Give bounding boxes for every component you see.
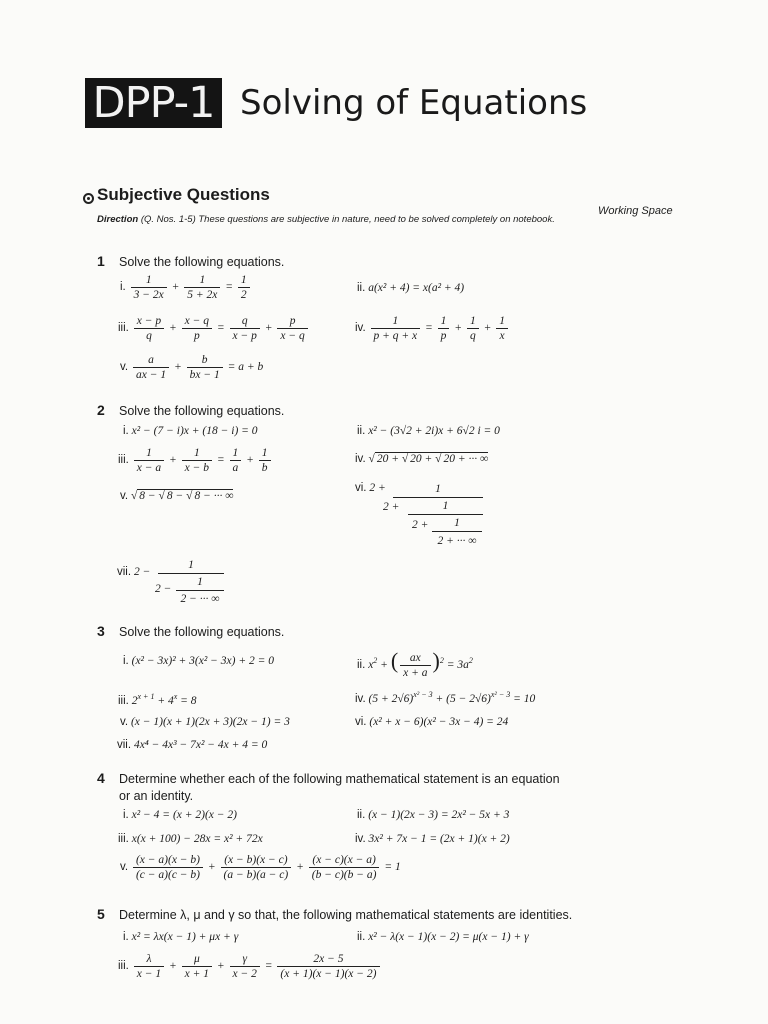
- direction-body: (Q. Nos. 1-5) These questions are subjective in nature, need to be solved completely on notebook.: [140, 214, 555, 225]
- q4-item-iii: iii. x(x + 100) − 28x = x² + 72x: [118, 833, 263, 845]
- page-title: Solving of Equations: [240, 83, 588, 123]
- q2-vi-num: 1: [393, 482, 483, 498]
- question-text: Solve the following equations.: [119, 625, 285, 639]
- dpp-badge: DPP-1: [85, 78, 222, 128]
- q4-item-i: i. x² − 4 = (x + 2)(x − 2): [123, 809, 237, 821]
- q2-item-i: i. x² − (7 − i)x + (18 − i) = 0: [123, 425, 258, 437]
- q1-item-iv: iv. $\frac{1}{p + q + x}$ = $\frac{1}{p}$ + $\frac{1}{q}$ + $\frac{1}{x}$: [355, 314, 510, 343]
- q2-item-iv: iv. √ 20 + √ 20 + √ 20 + ··· ∞: [355, 453, 489, 465]
- q2-vi-level2: 2 +: [383, 501, 400, 513]
- q2-item-ii: ii. x² − (3√2 + 2i)x + 6√2 i = 0: [357, 425, 500, 437]
- question-text: Solve the following equations.: [119, 404, 285, 418]
- q3-item-i: i. (x² − 3x)² + 3(x² − 3x) + 2 = 0: [123, 655, 275, 667]
- q4-item-v: v. $\frac{(x - a)(x - b)}{(c - a)(c - b)}$ + $\frac{(x - b)(x - c)}{(a - b)(a - c)}$ + $\frac{(x - c)(x - a)}{(b - c)(b - a)}$ = 1: [120, 854, 401, 881]
- q2-vii-tail: 2 − ··· ∞: [180, 593, 220, 605]
- question-text-cont: or an identity.: [119, 789, 194, 803]
- question-text: Determine λ, μ and γ so that, the following mathematical statements are identities.: [119, 908, 573, 922]
- question-number: 1: [97, 253, 105, 269]
- q2-item-iii: iii. $\frac{1}{x - a}$ + $\frac{1}{x - b}$ = $\frac{1}{a}$ + $\frac{1}{b}$: [118, 446, 273, 475]
- q2-vi-level3: 2 +: [412, 519, 429, 531]
- direction-label: Direction: [97, 214, 139, 225]
- q1-item-iii: iii. $\frac{x - p}{q}$ + $\frac{x - q}{p}$ = $\frac{q}{x - p}$ + $\frac{p}{x - q}$: [118, 314, 310, 343]
- q2-item-vi: vi. 2 +: [355, 482, 386, 494]
- q5-item-iii: iii. $\frac{\lambda}{x - 1}$ + $\frac{\mu}{x + 1}$ + $\frac{\gamma}{x - 2}$ = $\frac{2x - 5}{(x + 1)(x - 1)(x - 2)}$: [118, 952, 382, 981]
- q3-item-iii: iii. $2^{x + 1} + 4^x = 8$: [118, 692, 197, 707]
- question-number: 2: [97, 402, 105, 418]
- q3-item-iv: iv. $(5 + 2√6)^{x^2 - 3} + (5 - 2√6)^{x^2 - 3} = 10$: [355, 690, 536, 705]
- question-text: Determine whether each of the following mathematical statement is an equation: [119, 772, 560, 786]
- q1-item-i: i. $\frac{1}{3 - 2x}$ + $\frac{1}{5 + 2x}$ = $\frac{1}{2}$: [120, 273, 252, 302]
- q4-item-iv: iv. 3x² + 7x − 1 = (2x + 1)(x + 2): [355, 833, 510, 845]
- q2-item-vii: vii. 2 −: [117, 566, 151, 578]
- q1-item-ii: ii. a(x² + 4) = x(a² + 4): [357, 282, 465, 294]
- q2-vii-num2: 1: [176, 575, 224, 591]
- q5-item-ii: ii. x² − λ(x − 1)(x − 2) = μ(x − 1) + γ: [357, 931, 529, 943]
- section-title: Subjective Questions: [97, 185, 270, 204]
- working-space-label: Working Space: [598, 205, 673, 217]
- q2-vi-num3: 1: [432, 516, 482, 532]
- question-number: 3: [97, 623, 105, 639]
- question-number: 5: [97, 906, 105, 922]
- q2-vii-num: 1: [158, 558, 224, 574]
- q2-vii-level2: 2 −: [155, 583, 172, 595]
- q3-item-v: v. (x − 1)(x + 1)(2x + 3)(2x − 1) = 3: [120, 716, 290, 728]
- q3-item-vi: vi. (x² + x − 6)(x² − 3x − 4) = 24: [355, 716, 509, 728]
- question-number: 4: [97, 770, 105, 786]
- section-bullet-icon: [83, 193, 94, 204]
- q5-item-i: i. x² = λx(x − 1) + μx + γ: [123, 931, 239, 943]
- q3-item-ii: ii. $x^2$ + ( $\frac{ax}{x + a}$ )$^2 = 3a^2$: [357, 648, 473, 679]
- q2-vi-tail: 2 + ··· ∞: [437, 535, 477, 547]
- question-text: Solve the following equations.: [119, 255, 285, 269]
- q2-item-v: v. √ 8 − √ 8 − √ 8 − ··· ∞: [120, 490, 234, 502]
- q4-item-ii: ii. (x − 1)(2x − 3) = 2x² − 5x + 3: [357, 809, 510, 821]
- q3-item-vii: vii. 4x⁴ − 4x³ − 7x² − 4x + 4 = 0: [117, 739, 268, 751]
- q2-vi-num2: 1: [408, 499, 483, 515]
- q1-item-v: v. $\frac{a}{ax - 1}$ + $\frac{b}{bx - 1}$ = a + b: [120, 354, 264, 381]
- direction-text: [97, 213, 567, 226]
